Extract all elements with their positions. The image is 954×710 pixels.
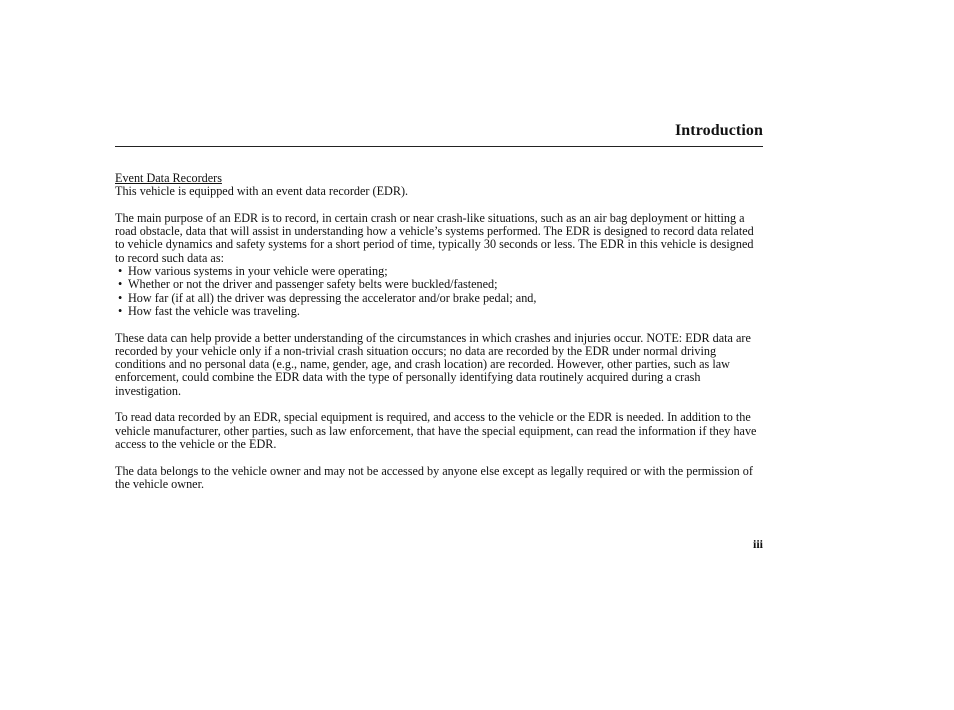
page-number: iii — [752, 537, 763, 551]
list-item — [118, 278, 765, 291]
ownership-paragraph: The data belongs to the vehicle owner and may not be accessed by anyone else except as legally required or with the permission of the vehicle owner. — [115, 463, 753, 491]
intro-paragraph: This vehicle is equipped with an event data recorder (EDR). — [115, 184, 409, 199]
list-item — [118, 292, 765, 305]
list-item — [118, 265, 765, 278]
title-divider — [115, 146, 763, 147]
list-item-text: How various systems in your vehicle were operating; — [128, 264, 388, 279]
bullet-icon: • — [118, 290, 123, 305]
list-item-text: How fast the vehicle was traveling. — [128, 303, 300, 318]
document-body — [115, 172, 765, 491]
section-heading: Event Data Recorders — [115, 171, 222, 185]
circumstances-paragraph: These data can help provide a better understanding of the circumstances in which crashes and injuries occur. NOTE: EDR data are recorded by your vehicle only if a non-trivial crash situation occurs; no data are recorded by the EDR under normal driving conditions and no personal data (e.g., name, gender, age, and crash location) are recorded. However, other parties, such as law enforcement, could combine the EDR data with the type of personally identifying data routinely acquired during a crash investigation. — [115, 330, 751, 398]
bullet-icon: • — [118, 303, 123, 318]
recorded-data-list — [115, 265, 765, 318]
page-title: Introduction — [674, 122, 763, 139]
bullet-icon: • — [118, 264, 123, 279]
access-paragraph: To read data recorded by an EDR, special equipment is required, and access to the vehicle or the EDR is needed. In addition to the vehicle manufacturer, other parties, such as law enforcement, that have the special equipment, can read the information if they have access to the vehicle or the EDR. — [115, 410, 757, 451]
list-item-text: Whether or not the driver and passenger safety belts were buckled/fastened; — [128, 277, 498, 292]
list-item — [118, 305, 765, 318]
list-item-text: How far (if at all) the driver was depressing the accelerator and/or brake pedal; and, — [128, 290, 537, 305]
bullet-icon: • — [118, 277, 123, 292]
purpose-paragraph: The main purpose of an EDR is to record, in certain crash or near crash-like situations, such as an air bag deployment or hitting a road obstacle, data that will assist in understanding how a vehicle’s systems performed. The EDR is designed to record data related to vehicle dynamics and safety systems for a short period of time, typically 30 seconds or less. The EDR in this vehicle is designed to record such data as: — [115, 210, 754, 265]
